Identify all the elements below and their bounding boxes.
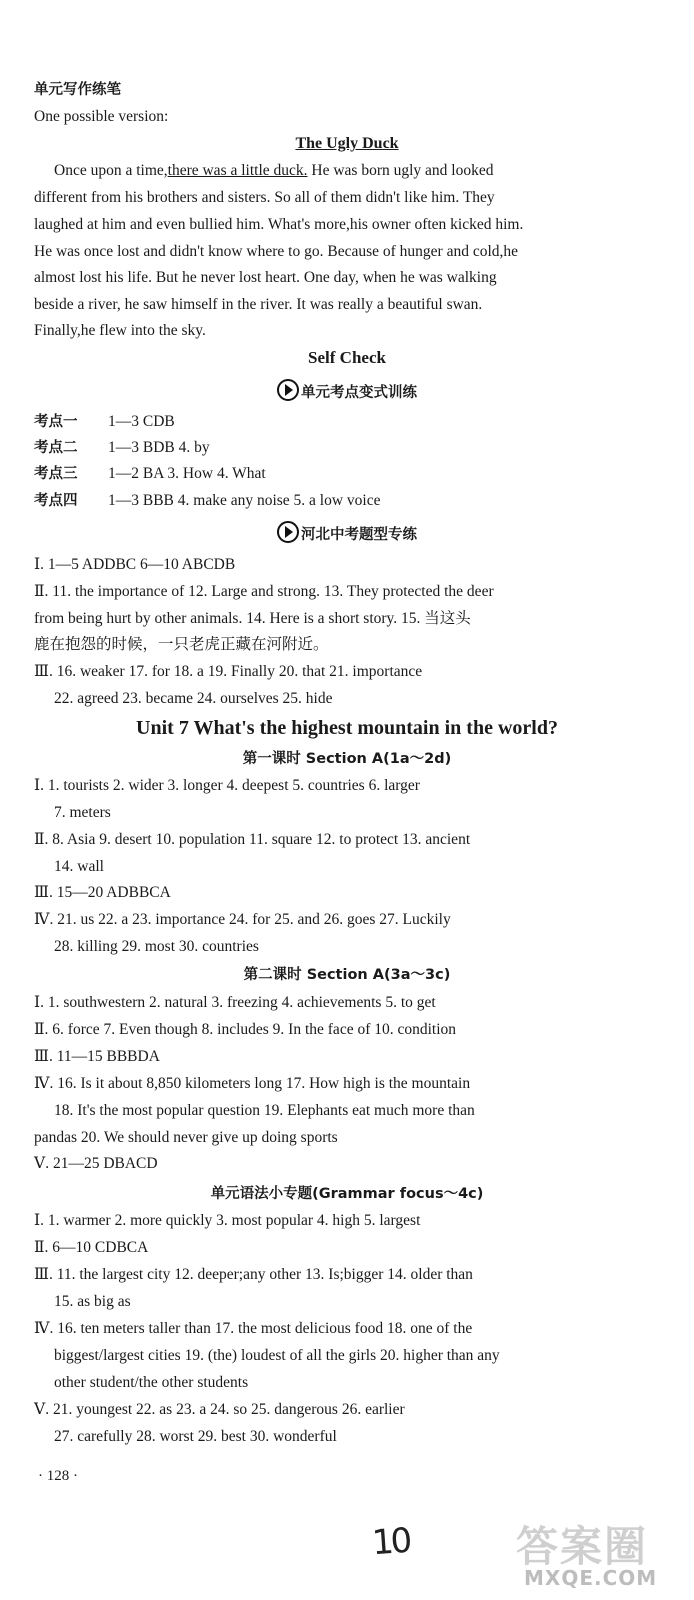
answer-line: Ⅱ. 11. the importance of 12. Large and strong. 13. They protected the deer — [34, 583, 494, 600]
story-line-3: laughed at him and even bullied him. What's more,his owner often kicked him. — [34, 216, 524, 233]
lesson2-title: 第二课时 Section A(3a～3c) — [243, 967, 451, 983]
handwritten-mark: 10 — [370, 1520, 411, 1564]
story-line-1-part3: He was born ugly and looked — [307, 162, 494, 179]
kaodian-row-4 — [34, 491, 381, 511]
answer-line: Ⅰ. 1. southwestern 2. natural 3. freezing 4. achievements 5. to get — [34, 994, 436, 1011]
story-line-7: Finally,he flew into the sky. — [34, 322, 206, 339]
kaodian-row-1 — [34, 412, 175, 432]
story-title — [0, 133, 694, 155]
writing-intro: One possible version: — [34, 108, 169, 125]
answer-line: Ⅳ. 16. ten meters taller than 17. the most delicious food 18. one of the — [34, 1320, 473, 1337]
kaodian-label: 考点四 — [34, 493, 78, 509]
answer-line: Ⅰ. 1. tourists 2. wider 3. longer 4. deepest 5. countries 6. larger — [34, 777, 420, 794]
answer-line: Ⅱ. 6—10 CDBCA — [34, 1239, 149, 1256]
kaodian-text: 1—3 CDB — [108, 413, 175, 430]
story-line-2: different from his brothers and sisters. So all of them didn't like him. They — [34, 189, 495, 206]
answer-line: 7. meters — [54, 804, 111, 821]
answer-line: 鹿在抱怨的时候，一只老虎正藏在河附近。 — [34, 636, 329, 653]
story-line-5: almost lost his life. But he never lost heart. One day, when he was walking — [34, 269, 497, 286]
answer-line: Ⅳ. 21. us 22. a 23. importance 24. for 25. and 26. goes 27. Luckily — [34, 911, 451, 928]
story-line-6: beside a river, he saw himself in the river. It was really a beautiful swan. — [34, 296, 483, 313]
story-title-text: The Ugly Duck — [295, 135, 399, 152]
answer-line: Ⅱ. 6. force 7. Even though 8. includes 9. In the face of 10. condition — [34, 1021, 457, 1038]
story-line-1-underlined: there was a little duck. — [167, 162, 308, 179]
answer-line: Ⅲ. 11—15 BBBDA — [34, 1048, 160, 1065]
answer-line: 14. wall — [54, 858, 104, 875]
writing-heading: 单元写作练笔 — [34, 82, 121, 98]
watermark — [510, 1510, 680, 1596]
answer-line: 18. It's the most popular question 19. Elephants eat much more than — [54, 1102, 475, 1119]
answer-line: Ⅲ. 16. weaker 17. for 18. a 19. Finally 20. that 21. importance — [34, 663, 423, 680]
answer-line: from being hurt by other animals. 14. Here is a short story. 15. 当这头 — [34, 610, 471, 627]
answer-line: 28. killing 29. most 30. countries — [54, 938, 259, 955]
answer-line: 27. carefully 28. worst 29. best 30. wonderful — [54, 1428, 337, 1445]
section2-heading — [0, 521, 694, 546]
story-line-1-part1: Once upon a time, — [54, 162, 168, 179]
answer-line: Ⅲ. 11. the largest city 12. deeper;any other 13. Is;bigger 14. older than — [34, 1266, 473, 1283]
answer-line: Ⅳ. 16. Is it about 8,850 kilometers long 17. How high is the mountain — [34, 1075, 471, 1092]
answer-line: pandas 20. We should never give up doing sports — [34, 1129, 338, 1146]
answer-line: Ⅲ. 15—20 ADBBCA — [34, 884, 171, 901]
kaodian-text: 1—2 BA 3. How 4. What — [108, 465, 266, 482]
kaodian-text: 1—3 BBB 4. make any noise 5. a low voice — [108, 492, 381, 509]
answer-line: Ⅰ. 1. warmer 2. more quickly 3. most popular 4. high 5. largest — [34, 1212, 421, 1229]
section2-title: 河北中考题型专练 — [301, 527, 417, 543]
answer-line: 15. as big as — [54, 1293, 131, 1310]
kaodian-label: 考点一 — [34, 414, 78, 430]
story-line-1 — [54, 161, 494, 181]
lesson1-title: 第一课时 Section A(1a～2d) — [242, 751, 452, 767]
answer-line: Ⅱ. 8. Asia 9. desert 10. population 11. square 12. to protect 13. ancient — [34, 831, 471, 848]
unit-title: Unit 7 What's the highest mountain in the world? — [136, 717, 558, 739]
section1-heading — [0, 379, 694, 404]
page-number: · 128 · — [38, 1468, 78, 1484]
watermark-logo-text: 答案圈 — [516, 1522, 649, 1571]
story-line-4: He was once lost and didn't know where to go. Because of hunger and cold,he — [34, 243, 519, 260]
section1-title: 单元考点变式训练 — [301, 385, 417, 401]
kaodian-row-3 — [34, 464, 266, 484]
answer-line: biggest/largest cities 19. (the) loudest of all the girls 20. higher than any — [54, 1347, 500, 1364]
answer-line: Ⅴ. 21. youngest 22. as 23. a 24. so 25. dangerous 26. earlier — [34, 1401, 405, 1418]
kaodian-row-2 — [34, 438, 210, 458]
arrow-right-circle-icon — [277, 521, 299, 543]
kaodian-label: 考点二 — [34, 440, 78, 456]
answer-line: Ⅴ. 21—25 DBACD — [34, 1155, 158, 1172]
arrow-right-circle-icon — [277, 379, 299, 401]
answer-line: Ⅰ. 1—5 ADDBC 6—10 ABCDB — [34, 556, 236, 573]
self-check-title: Self Check — [308, 348, 386, 367]
watermark-url: MXQE.COM — [524, 1566, 658, 1590]
kaodian-text: 1—3 BDB 4. by — [108, 439, 210, 456]
kaodian-label: 考点三 — [34, 466, 78, 482]
answer-line: 22. agreed 23. became 24. ourselves 25. hide — [54, 690, 333, 707]
answer-line: other student/the other students — [54, 1374, 249, 1391]
grammar-title: 单元语法小专题(Grammar focus～4c) — [210, 1186, 484, 1202]
